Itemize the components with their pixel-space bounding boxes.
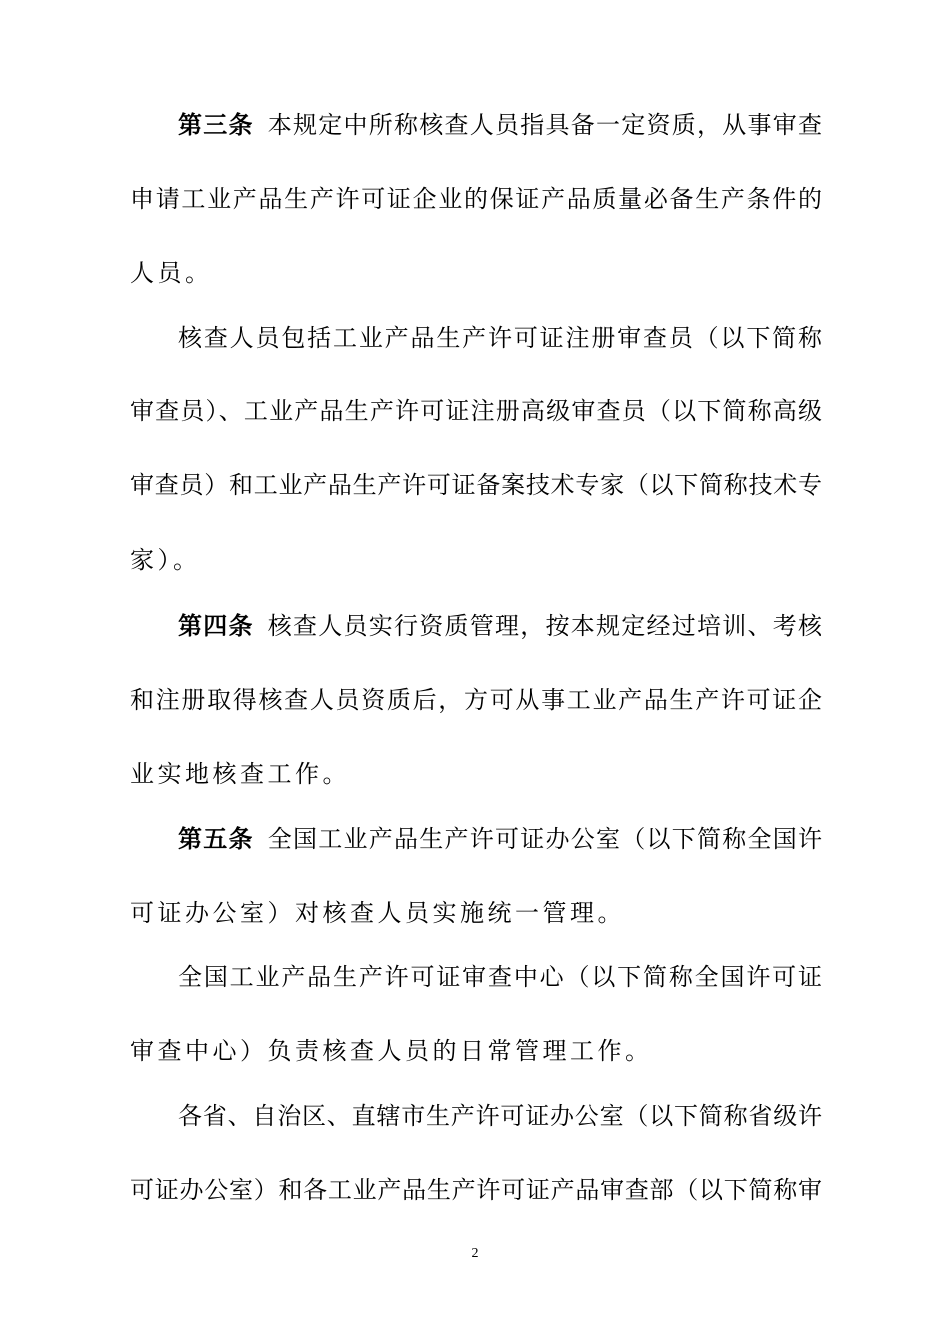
article-3-text: 本规定中所称核查人员指具备一定资质，从事审查 (267, 111, 822, 139)
article-4-heading: 第四条 (178, 612, 254, 640)
article-3-line-3: 人员。 (130, 259, 213, 287)
article-4-text: 核查人员实行资质管理，按本规定经过培训、考核 (267, 612, 822, 640)
article-3-para-2-line-1: 核查人员包括工业产品生产许可证注册审查员（以下简称 (178, 324, 822, 352)
article-3-para-2-line-3: 审查员）和工业产品生产许可证备案技术专家（以下简称技术专 (130, 471, 822, 499)
article-4-line-2: 和注册取得核查人员资质后，方可从事工业产品生产许可证企 (130, 686, 822, 714)
article-5-line-2: 可证办公室）对核查人员实施统一管理。 (130, 899, 625, 927)
article-5-para-2-line-1: 全国工业产品生产许可证审查中心（以下简称全国许可证 (178, 963, 822, 991)
article-3-heading: 第三条 (178, 111, 254, 139)
article-3-para-2-line-4: 家）。 (130, 546, 201, 574)
page-number: 2 (471, 1246, 479, 1261)
article-5-line-1 (178, 819, 822, 859)
article-5-para-2-line-2: 审查中心）负责核查人员的日常管理工作。 (130, 1037, 653, 1065)
article-4-line-1 (178, 606, 822, 646)
article-5-text: 全国工业产品生产许可证办公室（以下简称全国许 (267, 825, 822, 853)
article-3-para-2-line-2: 审查员）、工业产品生产许可证注册高级审查员（以下简称高级 (130, 397, 822, 425)
article-5-para-3-line-2: 可证办公室）和各工业产品生产许可证产品审查部（以下简称审 (130, 1176, 822, 1204)
article-3-line-1 (178, 105, 822, 145)
article-3-line-2: 申请工业产品生产许可证企业的保证产品质量必备生产条件的 (130, 185, 822, 213)
article-5-para-3-line-1: 各省、自治区、直辖市生产许可证办公室（以下简称省级许 (178, 1102, 822, 1130)
article-5-heading: 第五条 (178, 825, 254, 853)
article-4-line-3: 业实地核查工作。 (130, 760, 350, 788)
